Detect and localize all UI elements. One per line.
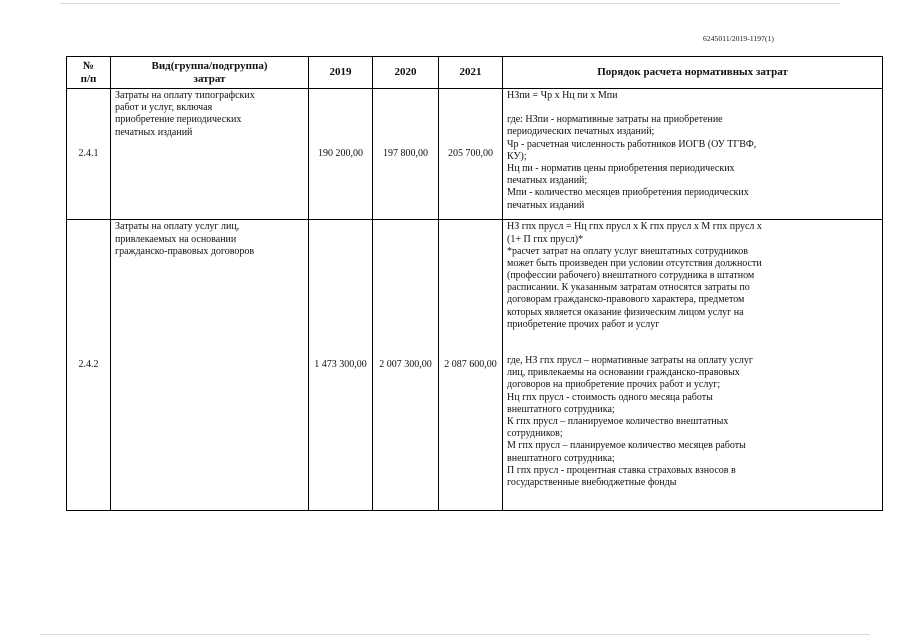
text-line: которых является оказание физическим лицом услуг на xyxy=(507,306,744,318)
text-line: где: НЗпи - нормативные затраты на приобретение xyxy=(507,114,723,126)
text-line: приобретение прочих работ и услуг xyxy=(507,318,660,330)
value-2020: 197 800,00 xyxy=(373,89,439,220)
text-line: государственные внебюджетные фонды xyxy=(507,476,677,488)
text-line: внештатного сотрудника; xyxy=(507,452,615,464)
text-line: Нц пи - норматив цены приобретения периодических xyxy=(507,163,735,174)
text-line: лиц, привлекаемы на основании гражданско-правовых xyxy=(507,367,740,379)
table-row xyxy=(67,89,883,220)
header-number: № п/п xyxy=(67,57,111,89)
text-line: Мпи - количество месяцев приобретения периодических xyxy=(507,187,749,199)
table-row xyxy=(67,220,883,511)
value-2021: 205 700,00 xyxy=(439,89,503,220)
text-line: печатных изданий xyxy=(115,126,193,138)
text-line: может быть произведен при условии отсутствия должности xyxy=(507,257,762,269)
text-line: Нц гпх прусл - стоимость одного месяца работы xyxy=(507,391,713,403)
text-line: КУ); xyxy=(507,150,527,162)
value-2019: 190 200,00 xyxy=(309,89,373,220)
text-line: *расчет затрат на оплату услуг внештатных сотрудников xyxy=(507,245,748,257)
calculation-method-cell xyxy=(503,89,883,220)
header-2020: 2020 xyxy=(373,57,439,89)
text-line: М гпх прусл – планируемое количество месяцев работы xyxy=(507,440,746,452)
text-line: П гпх прусл - процентная ставка страховых взносов в xyxy=(507,464,736,476)
cost-type-cell xyxy=(111,89,309,220)
text-line: сотрудников; xyxy=(507,428,563,440)
text-line: НЗпи = Чр х Нц пи х Мпи xyxy=(507,90,618,102)
table-header-row xyxy=(67,57,883,89)
header-cost-type: Вид(группа/подгруппа) затрат xyxy=(111,57,309,89)
text-line: работ и услуг, включая xyxy=(115,102,213,114)
text-line: (профессии рабочего) внештатного сотрудника в штатном xyxy=(507,270,755,282)
text-line: договорам гражданско-правового характера, предметом xyxy=(507,294,745,306)
header-2021: 2021 xyxy=(439,57,503,89)
text-line: где, НЗ гпх прусл – нормативные затраты на оплату услуг xyxy=(507,355,754,367)
text-line: гражданско-правовых договоров xyxy=(115,245,255,257)
text-line: привлекаемых на основании xyxy=(115,233,237,245)
text-line: периодических печатных изданий; xyxy=(507,126,655,138)
text-line: приобретение периодических xyxy=(115,114,242,126)
document-number: 6245011/2019-1197(1) xyxy=(703,34,775,43)
value-2021: 2 087 600,00 xyxy=(439,220,503,511)
header-calculation-method: Порядок расчета нормативных затрат xyxy=(503,57,883,89)
text-line: (1+ П гпх прусл)* xyxy=(507,233,584,245)
text-line: Затраты на оплату услуг лиц, xyxy=(115,221,240,233)
text-line: НЗ гпх прусл = Нц гпх прусл х К гпх прусл х М гпх прусл х xyxy=(507,221,762,233)
text-line: К гпх прусл – планируемое количество внештатных xyxy=(507,415,729,427)
row-number: 2.4.1 xyxy=(67,89,111,220)
text-line: Затраты на оплату типографских xyxy=(115,90,255,102)
text-line: печатных изданий xyxy=(507,199,585,211)
calculation-method-cell xyxy=(503,220,883,511)
text-line: внештатного сотрудника; xyxy=(507,403,615,415)
text-line: расписании. К указанным затратам относятся затраты по xyxy=(507,282,750,294)
cost-norms-table xyxy=(66,56,883,511)
header-2019: 2019 xyxy=(309,57,373,89)
text-line: печатных изданий; xyxy=(507,175,588,187)
text-line: договоров на приобретение прочих работ и услуг; xyxy=(507,379,721,391)
text-line: Чр - расчетная численность работников ИОГВ (ОУ ТГВФ, xyxy=(507,138,757,150)
value-2020: 2 007 300,00 xyxy=(373,220,439,511)
text-line xyxy=(507,331,878,355)
cost-type-cell xyxy=(111,220,309,511)
row-number: 2.4.2 xyxy=(67,220,111,511)
text-line xyxy=(507,102,878,114)
value-2019: 1 473 300,00 xyxy=(309,220,373,511)
